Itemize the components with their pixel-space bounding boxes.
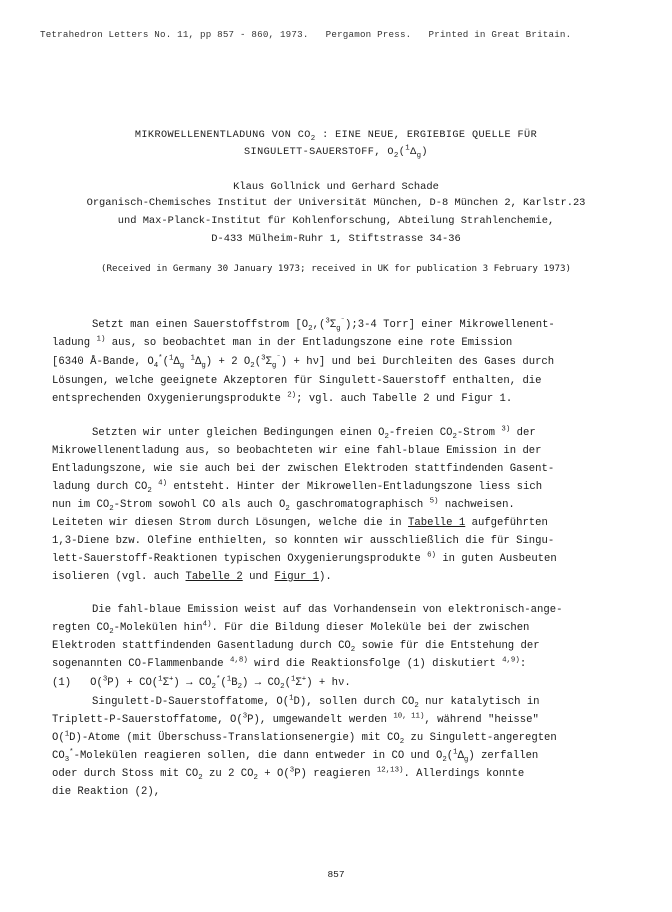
paragraph-2-line-2: Mikrowellenentladung aus, so beobachteten wir eine fahl-blaue Emission in der <box>52 445 542 457</box>
paragraph-1-line-4: Lösungen, welche geeignete Akzeptoren für Singulett-Sauerstoff enthalten, die <box>52 375 542 387</box>
affiliation-line-1: Organisch-Chemisches Institut der Universität München, D-8 München 2, Karlstr.23 <box>86 197 586 209</box>
paragraph-1-line-3: [6340 Å-Bande, $O_4^*(^1\Delta_g$ $^1\Delta_g) + 2$ $O_2(^3\Sigma_g^{^-}) + h\nu$] und bei Durchleiten des Gases durch <box>52 354 555 371</box>
paragraph-2-line-4: ladung durch $CO_2$ $^{4)}$ entsteht. Hinter der Mikrowellen-Entladungszone liess sich <box>52 479 543 496</box>
paragraph-3-line-2: regten $CO_2$-Molekülen hin$^{4)}$. Für die Bildung dieser Moleküle bei der zwischen <box>52 620 530 637</box>
paragraph-2-line-5: nun im $CO_2$-Strom sowohl CO als auch $O_2$ gaschromatographisch $^{5)}$ nachweisen. <box>52 497 515 514</box>
affiliation-line-2: und Max-Planck-Institut für Kohlenforschung, Abteilung Strahlenchemie, <box>117 215 555 227</box>
paragraph-2-line-3: Entladungszone, wie sie auch bei der zwischen Elektroden stattfindenden Gasent- <box>52 463 555 475</box>
paragraph-4-line-3: O($^1$D)-Atome (mit Überschuss-Translationsenergie) mit $CO_2$ zu Singulett-angeregten <box>52 730 557 747</box>
article-title-line-1: MIKROWELLENENTLADUNG VON $CO_2$ : EINE NEUE, ERGIEBIGE QUELLE FÜR <box>134 130 538 144</box>
paragraph-2-line-9: isolieren (vgl. auch Tabelle 2 und Figur 1). <box>52 571 332 583</box>
table-2-reference: Tabelle 2 <box>185 571 243 583</box>
paragraph-2-line-1: Setzten wir unter gleichen Bedingungen einen $O_2$-freien $CO_2$-Strom $^{3)}$ der <box>92 425 536 442</box>
paragraph-2-line-8: lett-Sauerstoff-Reaktionen typischen Oxygenierungsprodukte $^{6)}$ in guten Ausbeuten <box>52 551 557 565</box>
paragraph-4-line-5: oder durch Stoss mit $CO_2$ zu 2 $CO_2 + O(^3P)$ reagieren $^{12,13)}$. Allerdings konnte <box>52 766 525 783</box>
paragraph-4-line-2: Triplett-P-Sauerstoffatome, O($^3$P), umgewandelt werden $^{10, 11)}$, während "heisse" <box>52 712 539 726</box>
running-header: Tetrahedron Letters No. 11, pp 857 - 860, 1973. Pergamon Press. Printed in Great Britain. <box>40 29 572 40</box>
paragraph-1-line-5: entsprechenden Oxygenierungsprodukte $^{2)}$; vgl. auch Tabelle 2 und Figur 1. <box>52 391 513 405</box>
paragraph-2-line-6: Leiteten wir diesen Strom durch Lösungen, welche die in Tabelle 1 aufgeführten <box>52 517 548 529</box>
table-1-reference: Tabelle 1 <box>408 517 466 529</box>
affiliation-line-3: D-433 Mülheim-Ruhr 1, Stiftstrasse 34-36 <box>211 233 461 245</box>
paragraph-4-line-4: $CO_3^*$-Molekülen reagieren sollen, die dann entweder in CO und $O_2(^1\Delta_g)$ zerfallen <box>52 748 539 765</box>
received-date: (Received in Germany 30 January 1973; received in UK for publication 3 February 1973) <box>100 263 572 274</box>
authors: Klaus Gollnick und Gerhard Schade <box>233 181 439 193</box>
article-title-line-2: SINGULETT-SAUERSTOFF, $O_2(^1\Delta_g)$ <box>244 144 428 161</box>
figure-1-reference: Figur 1 <box>274 571 320 583</box>
paragraph-3-line-4: sogenannten CO-Flammenbande $^{4,8)}$ wird die Reaktionsfolge (1) diskutiert $^{4,9)}$: <box>52 656 527 670</box>
paragraph-3-line-3: Elektroden stattfindenden Gasentladung durch $CO_2$ sowie für die Entstehung der <box>52 640 540 655</box>
page-number: 857 <box>327 869 345 880</box>
paragraph-1-line-1: Setzt man einen Sauerstoffstrom [$O_2,(^3\Sigma_g^{^-});3-4$ Torr] einer Mikrowellenent- <box>92 317 555 334</box>
paragraph-2-line-7: 1,3-Diene bzw. Olefine enthielten, so konnten wir ausschließlich die für Singu- <box>52 535 555 547</box>
reaction-equation-1: (1) $O(^3P) + CO(^1\Sigma^+) \to CO_2^*(^1B_2) \to CO_2(^1\Sigma^+) + h\nu$. <box>52 675 351 692</box>
paragraph-3-line-1: Die fahl-blaue Emission weist auf das Vorhandensein von elektronisch-ange- <box>92 604 563 616</box>
paragraph-4-line-6: die Reaktion (2), <box>52 786 161 798</box>
paragraph-4-line-1: Singulett-D-Sauerstoffatome, O($^1$D), sollen durch $CO_2$ nur katalytisch in <box>92 694 540 711</box>
paragraph-1-line-2: ladung $^{1)}$ aus, so beobachtet man in der Entladungszone eine rote Emission <box>52 335 513 349</box>
